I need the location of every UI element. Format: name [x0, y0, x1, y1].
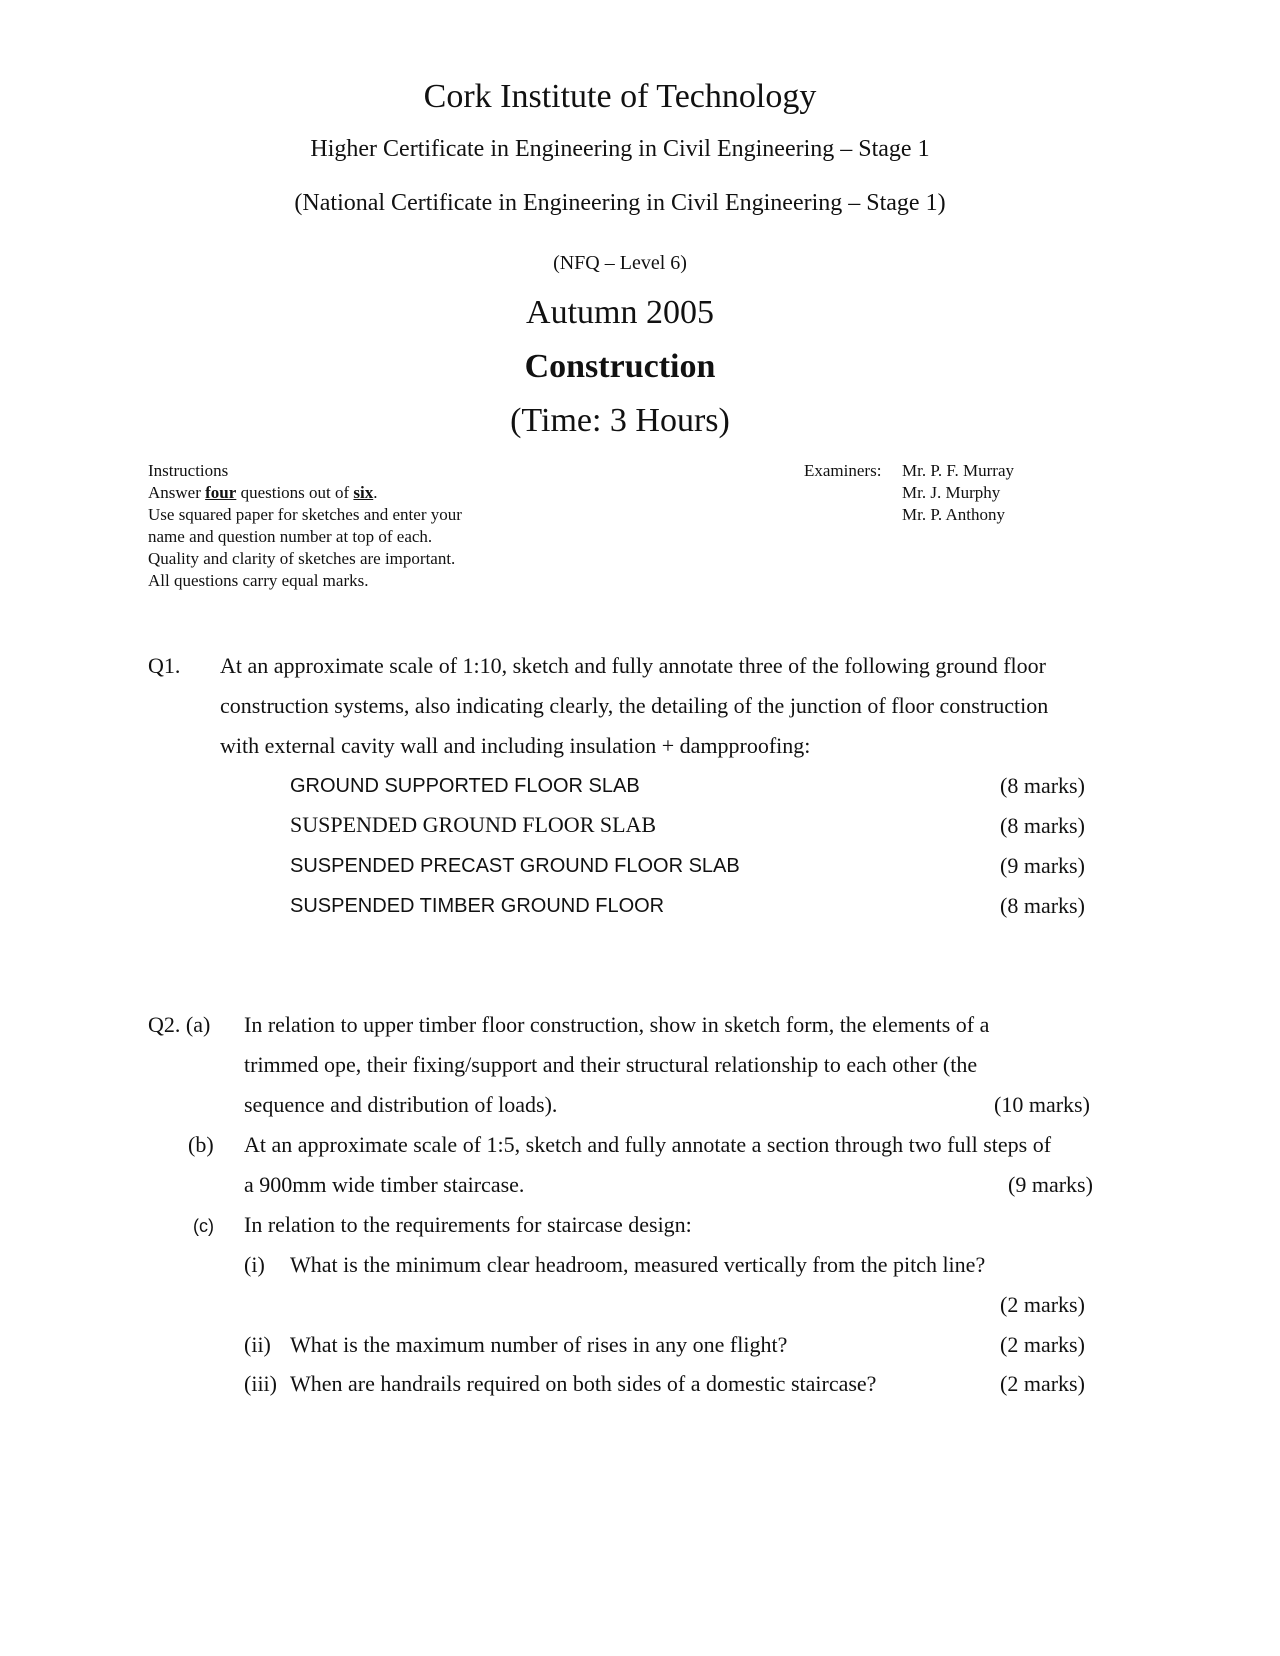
answer-total: six [353, 483, 374, 502]
answer-mid: questions out of [236, 483, 354, 502]
q1-item: GROUND SUPPORTED FLOOR SLAB [290, 775, 640, 797]
national-certificate-title: (National Certificate in Engineering in Civil Engineering – Stage 1) [294, 190, 946, 216]
q1-item: SUSPENDED TIMBER GROUND FLOOR [290, 895, 665, 917]
q2c-item: What is the minimum clear headroom, measured vertically from the pitch line? [290, 1252, 986, 1277]
q2c-label: (c) [193, 1216, 214, 1236]
q2c-item-marks: (2 marks) [1000, 1292, 1085, 1317]
programme-title: Higher Certificate in Engineering in Civil Engineering – Stage 1 [310, 136, 930, 162]
instructions-line: name and question number at top of each. [148, 527, 433, 546]
institution-title: Cork Institute of Technology [423, 78, 817, 115]
examiner-name: Mr. J. Murphy [902, 483, 1001, 502]
q1-item-marks: (8 marks) [1000, 893, 1085, 918]
exam-duration: (Time: 3 Hours) [510, 402, 730, 439]
subject-title: Construction [524, 348, 716, 385]
q1-line: At an approximate scale of 1:10, sketch and fully annotate three of the following ground floor [220, 653, 1046, 678]
q2b-marks: (9 marks) [1008, 1172, 1093, 1197]
q2c-intro: In relation to the requirements for staircase design: [244, 1212, 692, 1237]
examiners-names [902, 460, 1014, 526]
examiners-label: Examiners: [804, 461, 882, 480]
q2a-line: In relation to upper timber floor construction, show in sketch form, the elements of a [244, 1012, 990, 1037]
q2a-line: sequence and distribution of loads). [244, 1092, 558, 1117]
nfq-level: (NFQ – Level 6) [553, 252, 687, 274]
instructions-block [148, 460, 462, 592]
q2b-line: a 900mm wide timber staircase. [244, 1172, 525, 1197]
q2b-label: (b) [188, 1132, 214, 1157]
instructions-heading: Instructions [148, 461, 229, 480]
instructions-line: Quality and clarity of sketches are important. [148, 549, 456, 568]
q2c-item-label: (iii) [244, 1371, 277, 1396]
q1-item-marks: (9 marks) [1000, 853, 1085, 878]
q2b-line: At an approximate scale of 1:5, sketch and fully annotate a section through two full steps of [244, 1132, 1052, 1157]
answer-count: four [205, 483, 237, 502]
q2c-item: When are handrails required on both sides of a domestic staircase? [290, 1371, 877, 1396]
q1-line: construction systems, also indicating clearly, the detailing of the junction of floor construction [220, 693, 1049, 718]
q2a-line: trimmed ope, their fixing/support and their structural relationship to each other (the [244, 1052, 978, 1077]
q1-item: SUSPENDED PRECAST GROUND FLOOR SLAB [290, 855, 740, 877]
instructions-answer-line [148, 482, 462, 504]
examiner-name: Mr. P. Anthony [902, 505, 1005, 524]
q2c-item-marks: (2 marks) [1000, 1332, 1085, 1357]
instructions-line: Use squared paper for sketches and enter your [148, 505, 462, 524]
q2a-marks: (10 marks) [994, 1092, 1090, 1117]
answer-post: . [373, 483, 378, 502]
q2-label: Q2. (a) [148, 1012, 211, 1037]
q2c-item-marks: (2 marks) [1000, 1371, 1085, 1396]
exam-session: Autumn 2005 [526, 294, 714, 331]
instructions-line: All questions carry equal marks. [148, 571, 369, 590]
q1-item-marks: (8 marks) [1000, 813, 1085, 838]
q1-item: SUSPENDED GROUND FLOOR SLAB [290, 812, 657, 837]
q1-label: Q1. [148, 653, 181, 678]
q1-item-marks: (8 marks) [1000, 773, 1085, 798]
q2c-item-label: (i) [244, 1252, 265, 1277]
q2c-item-label: (ii) [244, 1332, 271, 1357]
q2c-item: What is the maximum number of rises in any one flight? [290, 1332, 788, 1357]
q1-line: with external cavity wall and including insulation + dampproofing: [220, 733, 811, 758]
answer-pre: Answer [148, 483, 206, 502]
examiner-name: Mr. P. F. Murray [902, 461, 1014, 480]
